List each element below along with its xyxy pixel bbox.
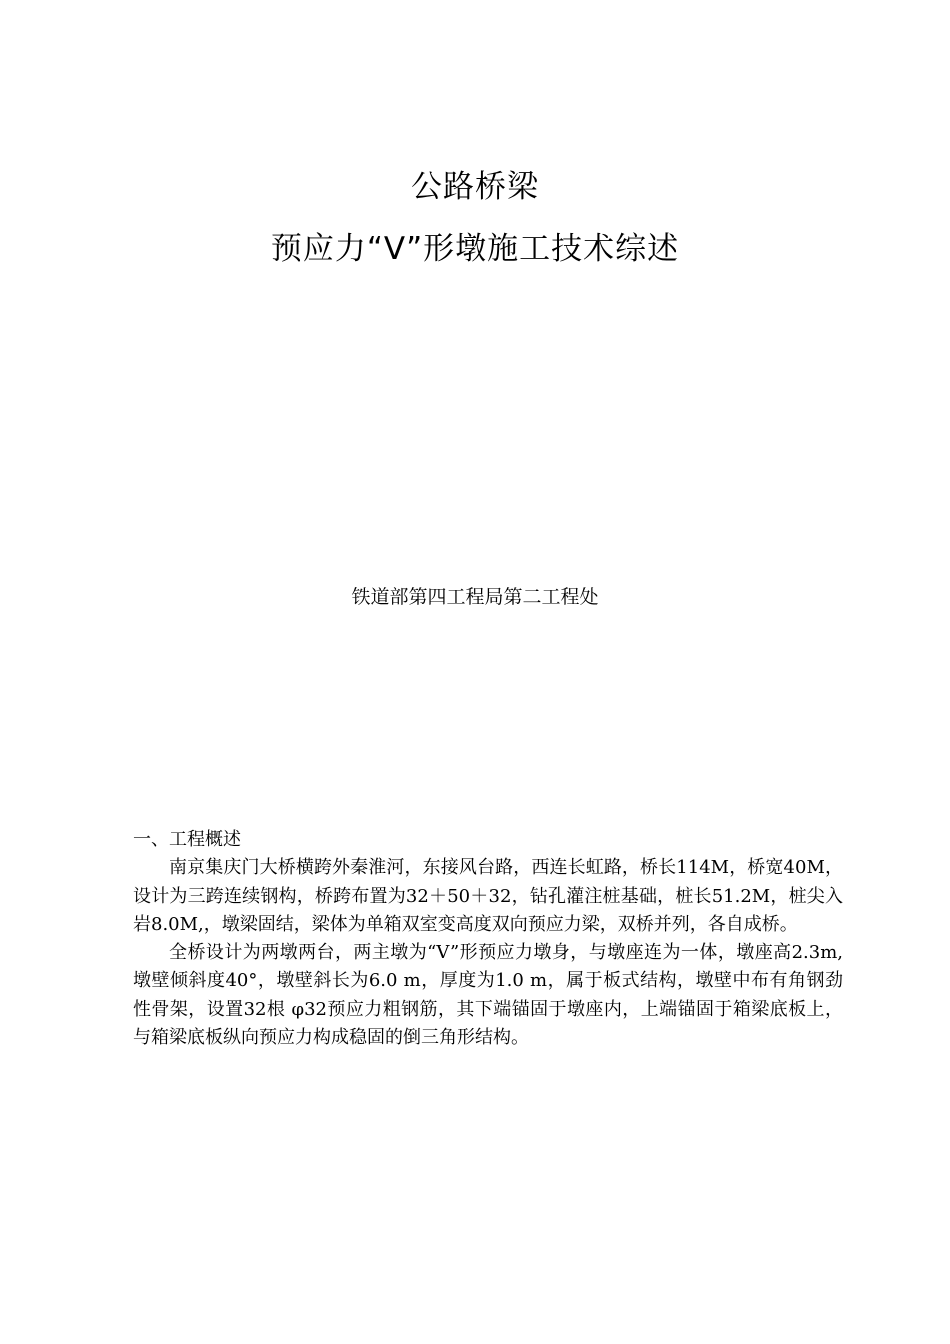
paragraph-1: 南京集庆门大桥横跨外秦淮河，东接风台路，西连长虹路，桥长114M，桥宽40M，设计为三跨连续钢构，桥跨布置为32＋50＋32，钻孔灌注桩基础，桩长51.2M，桩尖入岩8.0M,，墩梁固结，梁体为单箱双室变高度双向预应力梁，双桥并列，各自成桥。	[133, 857, 843, 935]
document-title	[0, 162, 950, 274]
section-engineering-overview	[133, 826, 843, 1052]
organization-name: 铁道部第四工程局第二工程处	[351, 586, 599, 608]
title-line-1: 公路桥梁	[411, 169, 539, 205]
section-heading: 一、工程概述	[133, 829, 241, 850]
title-line-2: 预应力“V”形墩施工技术综述	[270, 231, 680, 267]
paragraph-2: 全桥设计为两墩两台，两主墩为“V”形预应力墩身，与墩座连为一体，墩座高2.3m,墩壁倾斜度40°，墩壁斜长为6.0 m，厚度为1.0 m，属于板式结构，墩壁中布有角钢劲性骨架，设置32根 φ32预应力粗钢筋，其下端锚固于墩座内，上端锚固于箱梁底板上，与箱梁底板纵向预应力构成稳固的倒三角形结构。	[133, 942, 843, 1049]
